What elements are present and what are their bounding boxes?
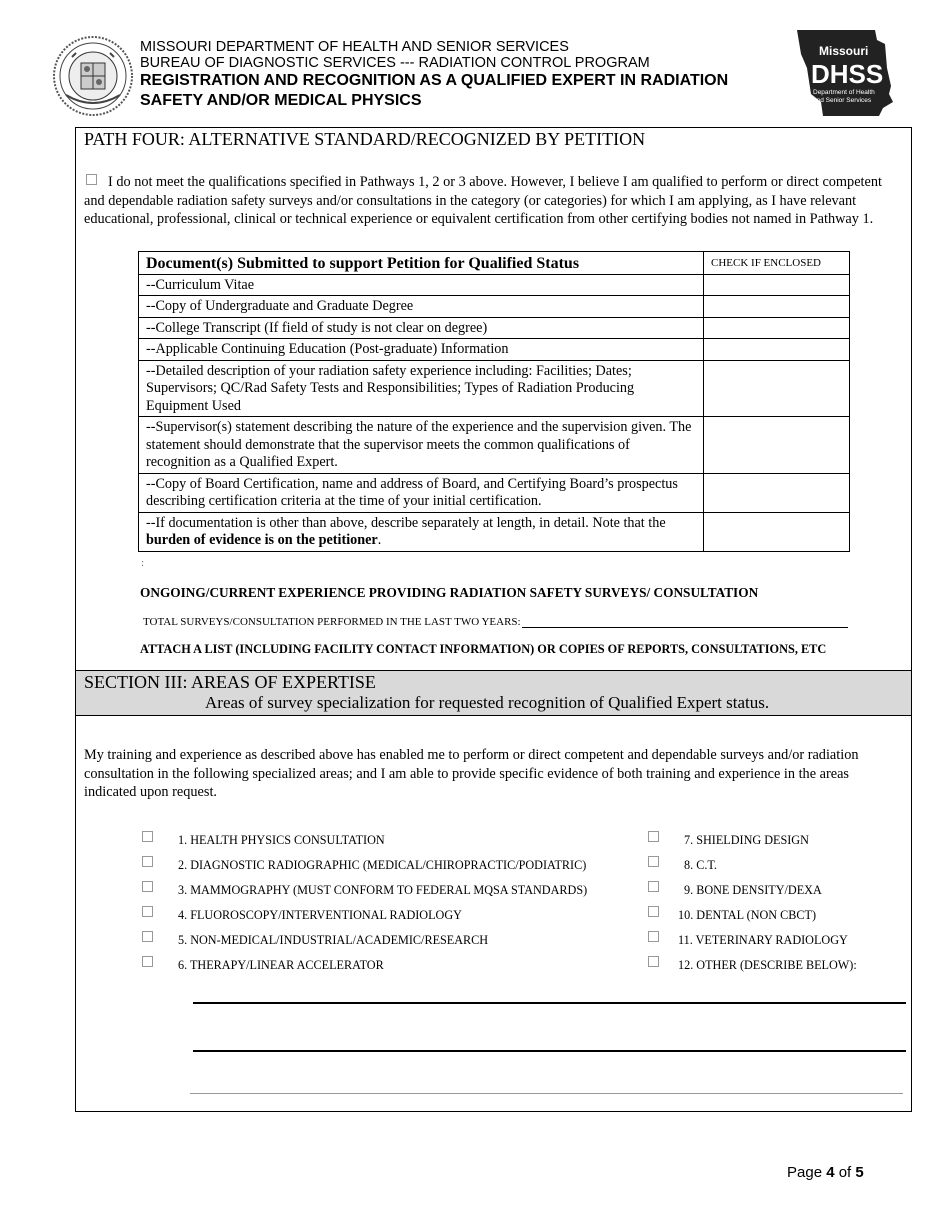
area-checkbox-6[interactable] (142, 956, 153, 967)
path-four-title: PATH FOUR: ALTERNATIVE STANDARD/RECOGNIZED BY PETITION (84, 129, 646, 149)
other-describe-line-2[interactable] (193, 1050, 906, 1052)
documents-table (138, 251, 850, 552)
table-row (139, 296, 850, 318)
check-if-enclosed-cell[interactable] (704, 512, 850, 551)
document-item: --Supervisor(s) statement describing the nature of the experience and the supervision given. The statement should demonstrate that the supervisor meets the common qualifications of recognition as a Qualified Expert. (139, 417, 704, 474)
other-describe-line-3[interactable] (190, 1093, 903, 1094)
page-current: 4 (826, 1164, 835, 1181)
area-label-8: 8. C.T. (684, 858, 717, 872)
logo-tagline-1: Department of Health (813, 89, 875, 96)
check-if-enclosed-cell[interactable] (704, 360, 850, 417)
path-four-statement: I do not meet the qualifications specified in Pathways 1, 2 or 3 above. However, I believe I am qualified to perform or direct competent and dependable radiation safety surveys and/or consultations in the category (or categories) for which I am applying, as I have relevant educational, professional, clinical or technical experience or equivalent certification from other certifying bodies not named in Pathway 1. (84, 174, 882, 227)
area-label-1: 1. HEALTH PHYSICS CONSULTATION (178, 833, 385, 847)
area-checkbox-3[interactable] (142, 881, 153, 892)
document-item: --Copy of Undergraduate and Graduate Degree (139, 296, 704, 318)
area-checkbox-11[interactable] (648, 931, 659, 942)
area-label-11: 11. VETERINARY RADIOLOGY (678, 933, 848, 947)
section3-subtitle: Areas of survey specialization for requested recognition of Qualified Expert status. (205, 693, 770, 712)
area-label-7: 7. SHIELDING DESIGN (684, 833, 809, 847)
table-row (139, 512, 850, 551)
area-label-2: 2. DIAGNOSTIC RADIOGRAPHIC (MEDICAL/CHIROPRACTIC/PODIATRIC) (178, 858, 587, 872)
area-checkbox-12[interactable] (648, 956, 659, 967)
area-checkbox-4[interactable] (142, 906, 153, 917)
document-item: --College Transcript (If field of study is not clear on degree) (139, 317, 704, 339)
area-checkbox-10[interactable] (648, 906, 659, 917)
check-if-enclosed-cell[interactable] (704, 417, 850, 474)
form-title-line2: SAFETY AND/OR MEDICAL PHYSICS (140, 92, 422, 109)
other-suffix: . (377, 532, 382, 548)
logo-missouri-text: Missouri (819, 44, 869, 58)
section3-intro: My training and experience as described above has enabled me to perform or direct competent and dependable surveys and/or radiation consultation in the following specialized areas; and I am able to provide specific evidence of both training and experience in the areas indicated upon request. (84, 747, 859, 800)
form-title-line1: REGISTRATION AND RECOGNITION AS A QUALIFIED EXPERT IN RADIATION (140, 72, 729, 89)
table-row (139, 274, 850, 296)
area-checkbox-8[interactable] (648, 856, 659, 867)
area-label-4: 4. FLUOROSCOPY/INTERVENTIONAL RADIOLOGY (178, 908, 462, 922)
document-item: --Applicable Continuing Education (Post-graduate) Information (139, 339, 704, 361)
check-if-enclosed-cell[interactable] (704, 296, 850, 318)
document-item: --Copy of Board Certification, name and address of Board, and Certifying Board’s prospectus describing certification criteria at the time of your initial certification. (139, 473, 704, 512)
document-item: --Detailed description of your radiation safety experience including: Facilities; Dates; Supervisors; QC/Rad Safety Tests and Responsibilities; Types of Radiation Producing Equipment Used (139, 360, 704, 417)
burden-of-evidence-text: burden of evidence is on the petitioner (146, 532, 378, 548)
ongoing-experience-title: ONGOING/CURRENT EXPERIENCE PROVIDING RADIATION SAFETY SURVEYS/ CONSULTATION (140, 585, 759, 600)
header-department-line: MISSOURI DEPARTMENT OF HEALTH AND SENIOR SERVICES (140, 39, 569, 55)
other-describe-line-1[interactable] (193, 1002, 906, 1004)
area-label-9: 9. BONE DENSITY/DEXA (684, 883, 822, 897)
area-checkbox-1[interactable] (142, 831, 153, 842)
table-row (139, 473, 850, 512)
logo-tagline-2: and Senior Services (813, 97, 872, 104)
area-label-12: 12. OTHER (DESCRIBE BELOW): (678, 958, 857, 972)
other-prefix: --If documentation is other than above, describe separately at length, in detail. Note that the (146, 514, 666, 531)
area-checkbox-2[interactable] (142, 856, 153, 867)
table-row (139, 360, 850, 417)
stray-colon: : (141, 557, 145, 569)
total-surveys-input[interactable] (522, 615, 848, 628)
area-checkbox-9[interactable] (648, 881, 659, 892)
area-checkbox-7[interactable] (648, 831, 659, 842)
dhss-logo (793, 28, 895, 118)
logo-dhss-text: DHSS (811, 59, 884, 89)
page-prefix: Page (787, 1164, 827, 1181)
area-label-5: 5. NON-MEDICAL/INDUSTRIAL/ACADEMIC/RESEARCH (178, 933, 489, 947)
area-label-3: 3. MAMMOGRAPHY (MUST CONFORM TO FEDERAL MQSA STANDARDS) (178, 883, 588, 897)
document-item: --Curriculum Vitae (139, 274, 704, 296)
check-if-enclosed-cell[interactable] (704, 339, 850, 361)
area-checkbox-5[interactable] (142, 931, 153, 942)
area-label-6: 6. THERAPY/LINEAR ACCELERATOR (178, 958, 384, 972)
check-if-enclosed-header: CHECK IF ENCLOSED (704, 252, 850, 275)
missouri-state-seal-logo (52, 35, 134, 117)
table-row (139, 339, 850, 361)
documents-header: Document(s) Submitted to support Petition for Qualified Status (139, 252, 704, 275)
table-row (139, 317, 850, 339)
check-if-enclosed-cell[interactable] (704, 473, 850, 512)
page-of: of (834, 1164, 856, 1181)
check-if-enclosed-cell[interactable] (704, 274, 850, 296)
table-row (139, 417, 850, 474)
check-if-enclosed-cell[interactable] (704, 317, 850, 339)
documents-table-header-row (139, 252, 850, 275)
document-item-other (139, 512, 704, 551)
area-label-10: 10. DENTAL (NON CBCT) (678, 908, 817, 922)
section3-title: SECTION III: AREAS OF EXPERTISE (84, 672, 376, 692)
page-number (787, 1164, 864, 1181)
page-total: 5 (855, 1164, 864, 1181)
total-surveys-label: TOTAL SURVEYS/CONSULTATION PERFORMED IN THE LAST TWO YEARS: (143, 616, 521, 628)
header-bureau-line: BUREAU OF DIAGNOSTIC SERVICES --- RADIATION CONTROL PROGRAM (140, 55, 650, 71)
attach-list-note: ATTACH A LIST (INCLUDING FACILITY CONTACT INFORMATION) OR COPIES OF REPORTS, CONSULTATIONS, ETC (140, 642, 827, 656)
